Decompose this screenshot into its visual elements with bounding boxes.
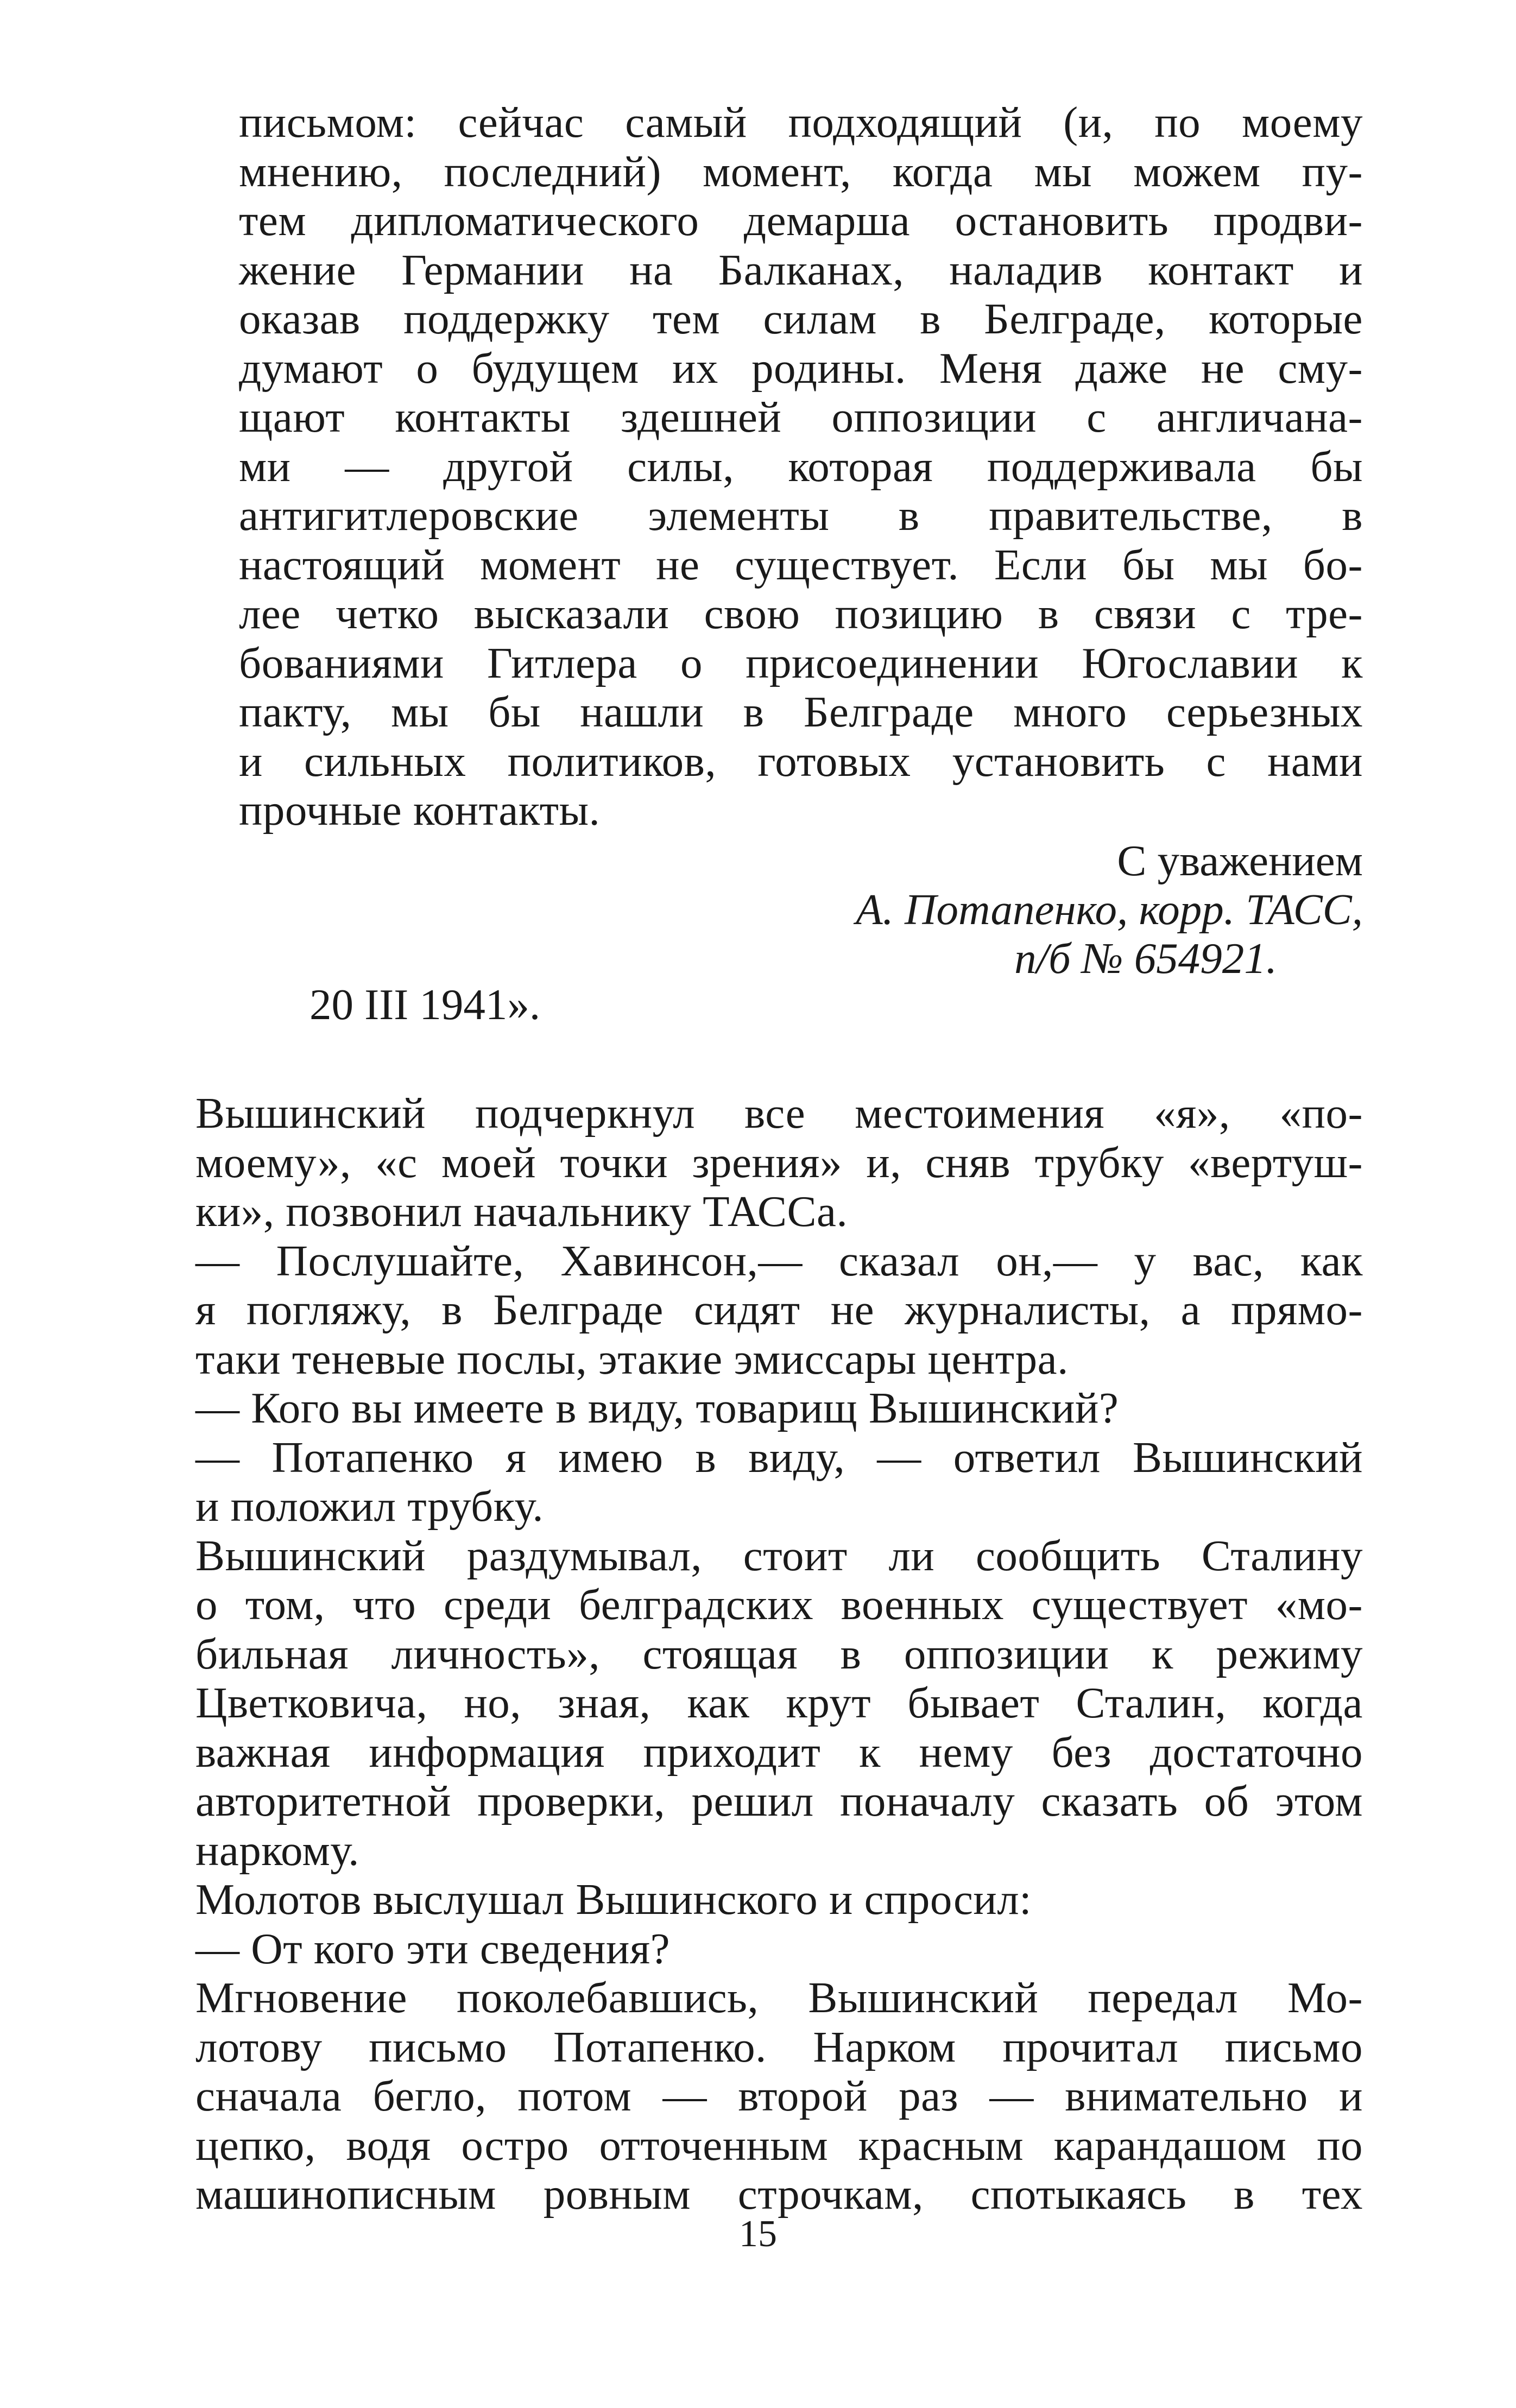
letter-line: пакту, мы бы нашли в Белграде много серьезных bbox=[239, 687, 1363, 736]
narrative-line: авторитетной проверки, решил поначалу сказать об этом bbox=[195, 1777, 1363, 1825]
narrative-line: — Потапенко я имею в виду, — ответил Вышинский bbox=[195, 1432, 1363, 1482]
letter-line: антигитлеровские элементы в правительстве, в bbox=[239, 491, 1363, 540]
narrative-line: Молотов выслушал Вышинского и спросил: bbox=[195, 1875, 1032, 1924]
page-number: 15 bbox=[739, 2213, 777, 2255]
narrative-line: бильная личность», стоящая в оппозиции к режиму bbox=[195, 1629, 1363, 1678]
narrative-line: моему», «с моей точки зрения» и, сняв трубку «вертуш- bbox=[195, 1137, 1363, 1187]
narrative-line: — От кого эти сведения? bbox=[195, 1924, 671, 1973]
narrative-line: важная информация приходит к нему без достаточно bbox=[195, 1727, 1363, 1777]
narrative-line: Вышинский раздумывал, стоит ли сообщить Сталину bbox=[195, 1531, 1363, 1580]
letter-line: думают о будущем их родины. Меня даже не сму- bbox=[239, 343, 1363, 393]
narrative-line: машинописным ровным строчкам, спотыкаясь в тех bbox=[195, 2170, 1363, 2219]
letter-line: лее четко высказали свою позицию в связи с тре- bbox=[239, 589, 1363, 638]
letter-line: жение Германии на Балканах, наладив контакт и bbox=[239, 245, 1363, 294]
narrative-line: Мгновение поколебавшись, Вышинский передал Мо- bbox=[195, 1973, 1363, 2022]
narrative-line: наркому. bbox=[195, 1825, 359, 1875]
letter-line: ми — другой силы, которая поддерживала бы bbox=[239, 441, 1363, 491]
narrative-line: — Послушайте, Хавинсон,— сказал он,— у вас, как bbox=[195, 1236, 1363, 1285]
letter-date: 20 III 1941». bbox=[309, 980, 541, 1029]
narrative-line: ки», позвонил начальнику ТАССа. bbox=[195, 1187, 848, 1236]
narrative-line: и положил трубку. bbox=[195, 1482, 544, 1531]
letter-text bbox=[239, 98, 1363, 835]
narrative-line: Вышинский подчеркнул все местоимения «я», «по- bbox=[195, 1089, 1363, 1137]
letter-line: письмом: сейчас самый подходящий (и, по моему bbox=[239, 98, 1363, 147]
narrative-line: цепко, водя остро отточенным красным карандашом по bbox=[195, 2120, 1363, 2170]
letter-signature-name: А. Потапенко, корр. ТАСС, bbox=[856, 885, 1363, 934]
letter-line: настоящий момент не существует. Если бы мы бо- bbox=[239, 540, 1363, 589]
letter-signature-id: п/б № 654921. bbox=[1014, 934, 1277, 983]
narrative-line: я погляжу, в Белграде сидят не журналисты, а прямо- bbox=[195, 1285, 1363, 1334]
letter-line: тем дипломатического демарша остановить продви- bbox=[239, 196, 1363, 245]
letter-greeting: С уважением bbox=[1117, 836, 1363, 885]
narrative-line: Цветковича, но, зная, как крут бывает Сталин, когда bbox=[195, 1678, 1363, 1727]
narrative-line: лотову письмо Потапенко. Нарком прочитал письмо bbox=[195, 2022, 1363, 2071]
narrative-line: сначала бегло, потом — второй раз — внимательно и bbox=[195, 2071, 1363, 2120]
narrative-text bbox=[195, 1089, 1363, 2219]
letter-line: бованиями Гитлера о присоединении Югославии к bbox=[239, 638, 1363, 687]
narrative-line: о том, что среди белградских военных существует «мо- bbox=[195, 1580, 1363, 1629]
letter-line: прочные контакты. bbox=[239, 786, 601, 835]
letter-line: щают контакты здешней оппозиции с англичана- bbox=[239, 393, 1363, 441]
narrative-line: — Кого вы имеете в виду, товарищ Вышинский? bbox=[195, 1383, 1119, 1432]
letter-line: и сильных политиков, готовых установить с нами bbox=[239, 736, 1363, 786]
letter-line: оказав поддержку тем силам в Белграде, которые bbox=[239, 294, 1363, 343]
narrative-line: таки теневые послы, этакие эмиссары центра. bbox=[195, 1334, 1069, 1383]
letter-line: мнению, последний) момент, когда мы можем пу- bbox=[239, 147, 1363, 196]
